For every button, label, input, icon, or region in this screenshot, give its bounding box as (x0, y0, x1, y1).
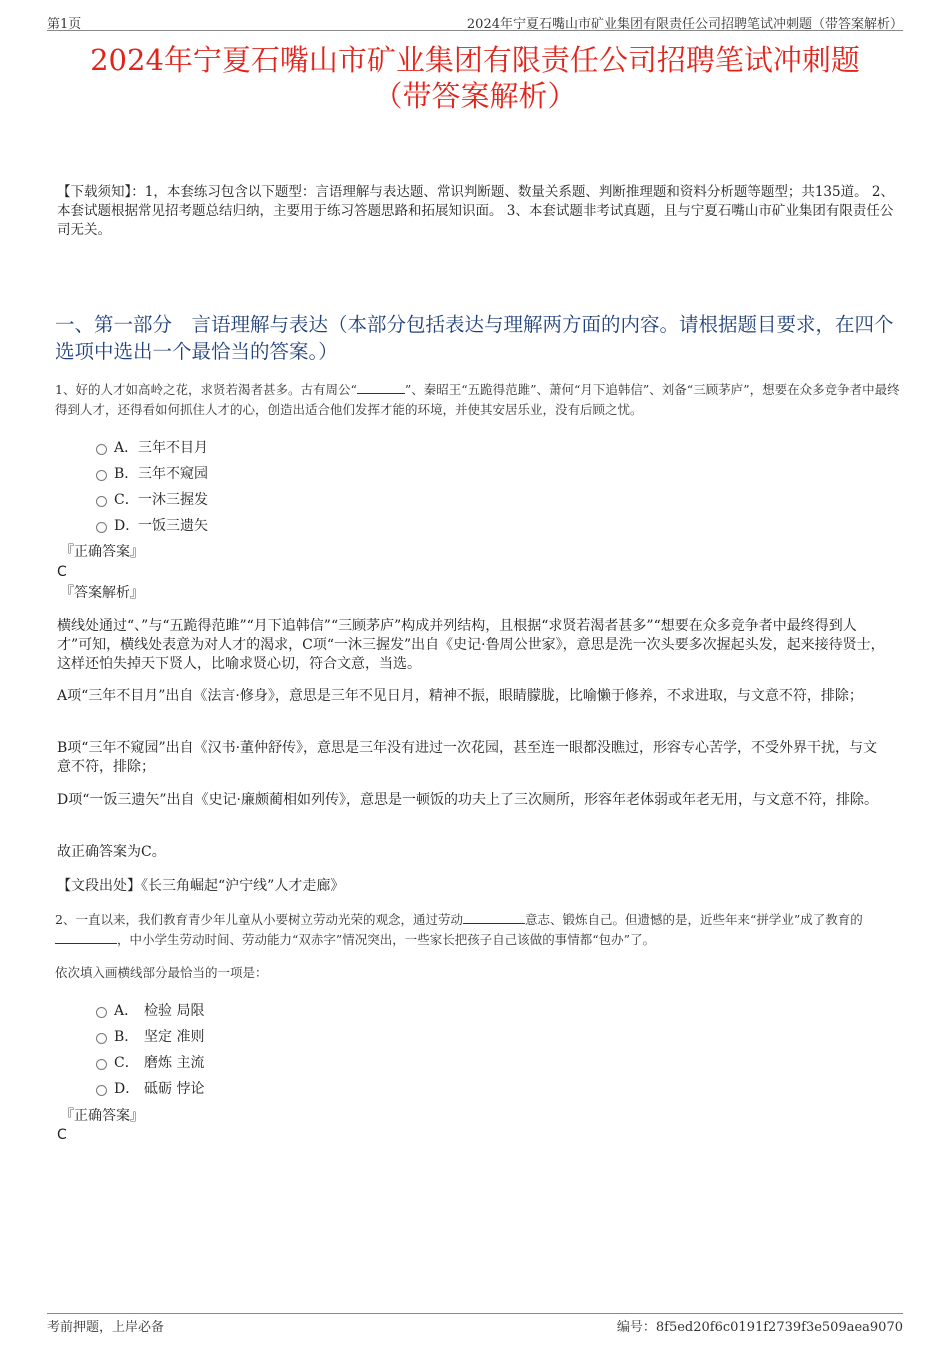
footer-doc-id: 编号：8f5ed20f6c0191f2739f3e509aea9070 (616, 1320, 903, 1335)
title-line-1: 2024年宁夏石嘴山市矿业集团有限责任公司招聘笔试冲刺题 (90, 43, 860, 77)
question-2-text (55, 910, 900, 950)
question-2-text-part-3: ，中小学生劳动时间、劳动能力“双赤字”情况突出，一些家长把孩子自己该做的事情都“包办”了。 (117, 932, 656, 947)
analysis-paragraph-a: A项“三年不目月”出自《法言·修身》，意思是三年不见日月，精神不振，眼睛朦胧，比喻懒于修养，不求进取，与文意不符，排除； (57, 688, 863, 704)
question-1-text-after: ”、秦昭王“五跪得范雎”、萧何“月下追韩信”、刘备“三顾茅庐”，想要在众多竞争者中最终得到人才，还得看如何抓住人才的心，创造出适合他们发挥才能的环境，并使其安居乐业，没有后顾之忧。 (55, 382, 900, 417)
option-text: 三年不目月 (138, 440, 208, 456)
option-text: 磨炼 主流 (144, 1055, 205, 1071)
section-title: 一、第一部分 言语理解与表达（本部分包括表达与理解两方面的内容。请根据题目要求，在四个选项中选出一个最恰当的答案。） (55, 313, 894, 363)
download-notice: 【下载须知】：1，本套练习包含以下题型：言语理解与表达题、常识判断题、数量关系题、判断推理题和资料分析题等题型；共135道。 2、本套试题根据常见招考题总结归纳，主要用于练习答题思路和拓展知识面。 3、本套试题非考试真题，且与宁夏石嘴山市矿业集团有限责任公司无关。 (57, 184, 894, 238)
question-2-prompt: 依次填入画横线部分最恰当的一项是： (55, 965, 268, 980)
question-2-text-part-2: 意志、锻炼自己。但遗憾的是，近些年来“拼学业”成了教育的 (524, 912, 863, 927)
question-2-blank-1 (463, 911, 525, 924)
radio-button-icon[interactable] (96, 1059, 107, 1070)
radio-button-icon[interactable] (96, 1085, 107, 1096)
option-text: 砥砺 悖论 (144, 1081, 205, 1097)
question-2-blank-2 (55, 931, 117, 944)
question-2-answer: C (57, 1127, 67, 1143)
option-letter: B． (114, 466, 139, 482)
analysis-paragraph-d: D项“一饭三遗矢”出自《史记·廉颇蔺相如列传》，意思是一顿饭的功夫上了三次厕所，形容年老体弱或年老无用，与文意不符，排除。 (57, 792, 878, 808)
page-number: 第1页 (47, 17, 82, 32)
question-2-text-part-1: 2、一直以来，我们教育青少年儿童从小要树立劳动光荣的观念，通过劳动 (55, 912, 463, 927)
question-1-analysis-label: 『答案解析』 (60, 585, 144, 601)
radio-button-icon[interactable] (96, 496, 107, 507)
radio-button-icon[interactable] (96, 444, 107, 455)
footer-slogan: 考前押题，上岸必备 (47, 1320, 165, 1335)
analysis-conclusion: 故正确答案为C。 (57, 844, 166, 860)
page-header (47, 10, 903, 31)
page-footer (47, 1313, 903, 1335)
option-text: 一沐三握发 (138, 492, 208, 508)
analysis-source: 【文段出处】《长三角崛起“沪宁线”人才走廊》 (57, 878, 345, 894)
radio-button-icon[interactable] (96, 1007, 107, 1018)
question-1-text-before: 1、好的人才如高岭之花，求贤若渴者甚多。古有周公“ (55, 382, 357, 397)
analysis-paragraph-1: 横线处通过“、”与“五跪得范雎”“月下追韩信”“三顾茅庐”构成并列结构，且根据“求贤若渴者甚多”“想要在众多竞争者中最终得到人才”可知，横线处表意为对人才的渴求，C项“一沐三握发”出自《史记·鲁周公世家》，意思是洗一次头要多次握起头发，起来接待贤士，这样还怕失掉天下贤人，比喻求贤心切，符合文意，当选。 (57, 618, 885, 672)
option-text: 检验 局限 (144, 1003, 205, 1019)
document-title (40, 42, 910, 114)
question-1-answer: C (57, 564, 67, 580)
question-1-blank (357, 381, 405, 394)
question-1-text (55, 380, 900, 420)
header-doc-title: 2024年宁夏石嘴山市矿业集团有限责任公司招聘笔试冲刺题（带答案解析） (466, 17, 903, 32)
radio-button-icon[interactable] (96, 470, 107, 481)
radio-button-icon[interactable] (96, 522, 107, 533)
option-letter: D． (114, 1081, 140, 1097)
option-letter: C． (114, 492, 139, 508)
option-letter: B． (114, 1029, 139, 1045)
question-2-answer-label: 『正确答案』 (60, 1108, 144, 1124)
option-text: 坚定 准则 (144, 1029, 205, 1045)
analysis-paragraph-b: B项“三年不窥园”出自《汉书·董仲舒传》，意思是三年没有进过一次花园，甚至连一眼都没瞧过，形容专心苦学，不受外界干扰，与文意不符，排除； (57, 740, 878, 775)
option-letter: D． (114, 518, 140, 534)
option-text: 一饭三遗矢 (138, 518, 208, 534)
option-letter: A． (114, 1003, 139, 1019)
radio-button-icon[interactable] (96, 1033, 107, 1044)
option-letter: A． (114, 440, 139, 456)
option-text: 三年不窥园 (138, 466, 208, 482)
question-1-answer-label: 『正确答案』 (60, 544, 144, 560)
title-line-2: （带答案解析） (373, 79, 577, 113)
option-letter: C． (114, 1055, 139, 1071)
